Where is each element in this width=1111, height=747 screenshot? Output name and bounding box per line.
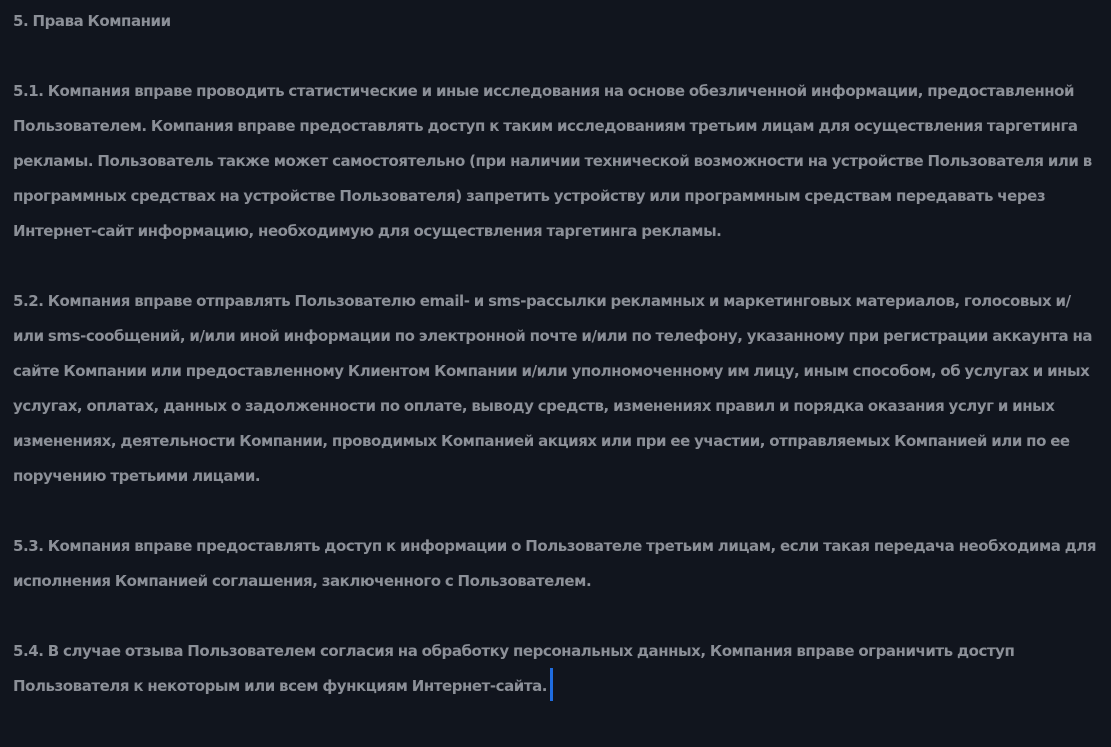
- text-line: программных средствах на устройстве Пользователя) запретить устройству или программным средствам передавать через: [13, 187, 1046, 205]
- text-line: услугах, оплатах, данных о задолженности по оплате, выводу средств, изменениях правил и порядка оказания услуг и иных: [13, 397, 1055, 415]
- text-line: поручению третьими лицами.: [13, 467, 261, 485]
- text-line: Пользователя к некоторым или всем функциям Интернет-сайта.: [13, 677, 548, 695]
- text-line: рекламы. Пользователь также может самостоятельно (при наличии технической возможности на устройстве Пользователя или в: [13, 152, 1092, 170]
- paragraph-5-2: [13, 292, 1092, 485]
- text-line: 5.2. Компания вправе отправлять Пользователю email- и sms-рассылки рекламных и маркетинговых материалов, голосовых и/: [13, 292, 1071, 310]
- text-line: сайте Компании или предоставленному Клиентом Компании и/или уполномоченному им лицу, иным способом, об услугах и иных: [13, 362, 1090, 380]
- text-line: 5.4. В случае отзыва Пользователем согласия на обработку персональных данных, Компания вправе ограничить доступ: [13, 642, 1015, 660]
- paragraph-5-3: [13, 537, 1096, 590]
- paragraph-5-4: [13, 642, 1014, 695]
- text-line: Пользователем. Компания вправе предоставлять доступ к таким исследованиям третьим лицам для осуществления таргетинга: [13, 117, 1078, 135]
- text-line: 5.3. Компания вправе предоставлять доступ к информации о Пользователе третьим лицам, если такая передача необходима для: [13, 537, 1097, 555]
- text-line: 5.1. Компания вправе проводить статистические и иные исследования на основе обезличенной информации, предоставленной: [13, 82, 1075, 100]
- text-line: исполнения Компанией соглашения, заключенного с Пользователем.: [13, 572, 592, 590]
- text-line: или sms-сообщений, и/или иной информации по электронной почте и/или по телефону, указанному при регистрации аккаунта на: [13, 327, 1093, 345]
- paragraph-5-1: [13, 82, 1092, 240]
- text-line: Интернет-сайт информацию, необходимую для осуществления таргетинга рекламы.: [13, 222, 722, 240]
- text-line: изменениях, деятельности Компании, проводимых Компанией акциях или при ее участии, отправляемых Компанией или по ее: [13, 432, 1070, 450]
- section-heading: 5. Права Компании: [13, 12, 171, 30]
- text-cursor: [550, 668, 553, 701]
